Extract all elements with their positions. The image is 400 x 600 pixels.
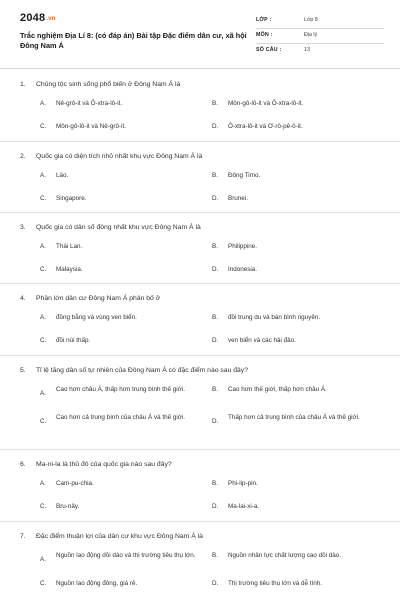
option-text: Brunei. xyxy=(228,195,248,202)
option-letter: D. xyxy=(212,123,219,130)
option-letter: C. xyxy=(40,337,47,344)
question-divider xyxy=(0,355,400,356)
option-letter: D. xyxy=(212,266,219,273)
option-letter: D. xyxy=(212,580,219,587)
option-letter: D. xyxy=(212,418,219,425)
question-number: 4. xyxy=(20,295,26,302)
option-text: Nguồn lao động dồi dào và thị trường tiêu thụ lớn. xyxy=(56,552,196,559)
option-text: Indonesia. xyxy=(228,266,258,273)
question-text xyxy=(20,80,380,89)
option-letter: C. xyxy=(40,580,47,587)
meta-label: MÔN : xyxy=(256,32,273,38)
option-text: đồi trung du và bán bình nguyên. xyxy=(228,314,321,321)
meta-row-class xyxy=(256,14,384,29)
question-body: Đặc điểm thuận lợi của dân cư khu vực Đông Nam Á là xyxy=(36,533,203,540)
question-divider xyxy=(0,141,400,142)
question-text xyxy=(20,294,380,303)
option-text: Bru-nây. xyxy=(56,503,80,510)
option-letter: A. xyxy=(40,390,46,397)
option-text: đồi núi thấp. xyxy=(56,337,91,344)
option-text: đồng bằng và vùng ven biển. xyxy=(56,314,137,321)
option-letter: C. xyxy=(40,266,47,273)
option-letter: A. xyxy=(40,314,46,321)
meta-label: SỐ CÂU : xyxy=(256,47,282,53)
option-text: Đông Timo. xyxy=(228,172,261,179)
question-number: 3. xyxy=(20,224,26,231)
question-text xyxy=(20,223,380,232)
meta-label: LỚP : xyxy=(256,17,272,23)
option-text: Ô-xtra-lô-it và Ơ-rô-pê-ô-it. xyxy=(228,123,303,130)
option-text: Thị trường tiêu thụ lớn và dễ tính. xyxy=(228,580,323,587)
question-body: Chủng tộc sinh sống phổ biến ở Đông Nam Á là xyxy=(36,81,181,88)
meta-value: Địa lý xyxy=(304,32,318,38)
option-text: Singapore. xyxy=(56,195,87,202)
option-text: Môn-gô-lô-it và Nê-grô-it. xyxy=(56,123,126,130)
option-letter: A. xyxy=(40,556,46,563)
option-letter: A. xyxy=(40,100,46,107)
option-letter: A. xyxy=(40,172,46,179)
option-text: Thấp hơn cả trung bình của châu Á và thế giới. xyxy=(228,414,360,421)
question-number: 6. xyxy=(20,461,26,468)
document-header xyxy=(20,12,380,58)
meta-value: 13 xyxy=(304,47,310,53)
meta-row-subject xyxy=(256,29,384,44)
option-letter: B. xyxy=(212,314,218,321)
logo-suffix: .vn xyxy=(46,16,56,22)
question-text xyxy=(20,460,380,469)
question-number: 7. xyxy=(20,533,26,540)
question-number: 1. xyxy=(20,81,26,88)
logo-text: 2048 xyxy=(20,12,46,24)
option-letter: A. xyxy=(40,480,46,487)
option-text: Cao hơn thế giới, thấp hơn châu Á. xyxy=(228,386,327,393)
option-letter: D. xyxy=(212,195,219,202)
option-letter: B. xyxy=(212,552,218,559)
question-text xyxy=(20,532,380,541)
question-divider xyxy=(0,283,400,284)
question-divider xyxy=(0,521,400,522)
meta-value: Lớp 8 xyxy=(304,17,318,23)
question-number: 5. xyxy=(20,367,26,374)
option-text: Thái Lan. xyxy=(56,243,83,250)
option-letter: C. xyxy=(40,123,47,130)
option-letter: C. xyxy=(40,418,47,425)
option-letter: B. xyxy=(212,172,218,179)
option-text: Cam-pu-chia. xyxy=(56,480,94,487)
header-divider xyxy=(0,68,400,69)
question-divider xyxy=(0,212,400,213)
option-text: Nguồn nhân lực chất lượng cao dồi dào. xyxy=(228,552,342,559)
option-text: Philippine. xyxy=(228,243,258,250)
option-letter: B. xyxy=(212,243,218,250)
option-text: Môn-gô-lô-it và Ô-xtra-lô-it. xyxy=(228,100,304,107)
option-letter: B. xyxy=(212,480,218,487)
question-text xyxy=(20,366,380,375)
page-title: Trắc nghiệm Địa Lí 8: (có đáp án) Bài tập Đặc điểm dân cư, xã hội Đông Nam Á xyxy=(20,31,247,50)
option-letter: C. xyxy=(40,195,47,202)
option-text: Nê-grô-it và Ô-xtra-lô-it. xyxy=(56,100,123,107)
option-text: Phi-lip-pin. xyxy=(228,480,258,487)
option-letter: D. xyxy=(212,503,219,510)
site-logo[interactable] xyxy=(20,12,56,24)
question-text xyxy=(20,152,380,161)
option-text: Ma-lai-xi-a. xyxy=(228,503,260,510)
question-body: Phần lớn dân cư Đông Nam Á phân bố ở xyxy=(36,295,161,302)
question-divider xyxy=(0,449,400,450)
option-text: Malaysia. xyxy=(56,266,83,273)
document-meta xyxy=(256,14,384,58)
option-letter: D. xyxy=(212,337,219,344)
question-body: Tỉ lệ tăng dân số tự nhiên của Đông Nam Á có đặc điểm nào sau đây? xyxy=(36,367,248,374)
option-text: ven biển và các hải đảo. xyxy=(228,337,296,344)
question-body: Quốc gia có diện tích nhỏ nhất khu vực Đông Nam Á là xyxy=(36,153,203,160)
option-text: Cao hơn châu Á, thấp hơn trung bình thế giới. xyxy=(56,386,185,393)
meta-row-question-count xyxy=(256,44,384,58)
option-letter: B. xyxy=(212,386,218,393)
option-text: Nguồn lao động đông, giá rẻ. xyxy=(56,580,138,587)
option-text: Cao hơn cả trung bình của châu Á và thế giới. xyxy=(56,414,186,421)
question-body: Ma-ni-la là thủ đô của quốc gia nào sau đây? xyxy=(36,461,172,468)
question-body: Quốc gia có dân số đông nhất khu vực Đông Nam Á là xyxy=(36,224,201,231)
option-text: Lào. xyxy=(56,172,69,179)
option-letter: A. xyxy=(40,243,46,250)
option-letter: B. xyxy=(212,100,218,107)
question-number: 2. xyxy=(20,153,26,160)
option-letter: C. xyxy=(40,503,47,510)
